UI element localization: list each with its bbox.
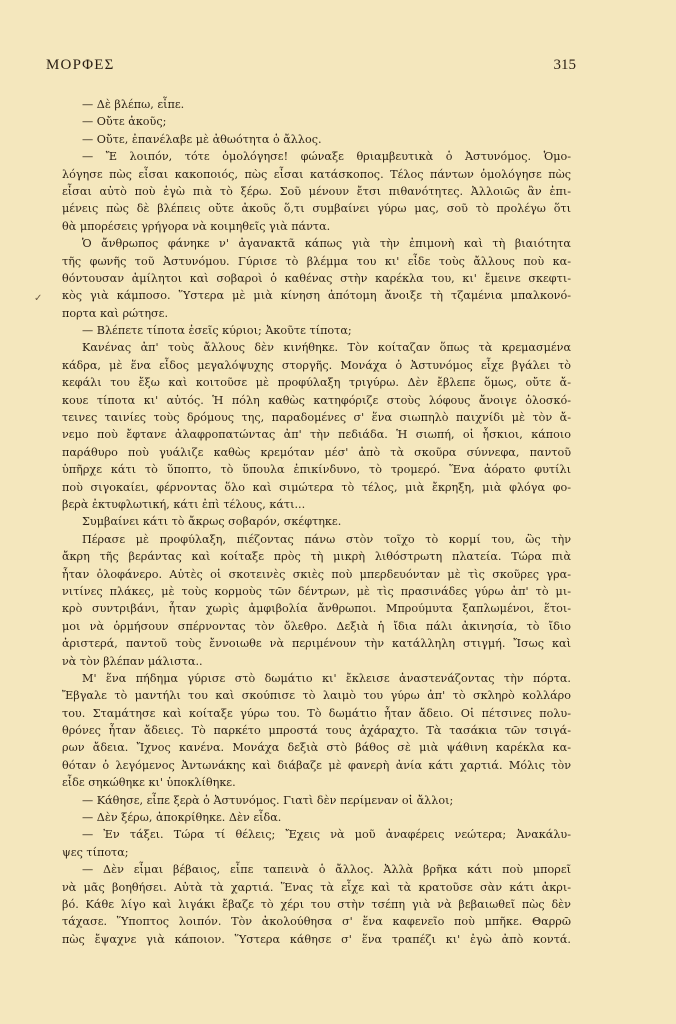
text-line: μένεις πὼς δὲ βλέπεις οὔτε ἀκοῦς ὅ,τι συμβαίνει γύρω μας, σοῦ τὸ προλέγω ὅτι: [62, 202, 571, 216]
text-line: εἶσαι αὐτὸ ποὺ ἐγὼ πιὰ τὸ ξέρω. Σοῦ μένουν ἔτσι πιθανότητες. Ἀλλοιῶς ἂν ἐπι-: [62, 184, 571, 198]
text-line: κουε τίποτα κι' αὐτός. Ἡ πόλη καθὼς κατηφόριζε στοὺς λόφους ἄνοιγε ὁλοσκό-: [62, 393, 571, 407]
text-line: ὑπῆρχε κάτι τὸ ὕποπτο, τὸ ὕπουλα ἐπικίνδυνο, τὸ τρομερό. Ἕνα ἀόρατο φυτίλι: [62, 463, 571, 477]
text-line: ψες τίποτα;: [62, 845, 129, 859]
text-line: νεμο ποὺ ἔφτανε ἀλαφροπατώντας ἀπ' τὴν πεδιάδα. Ἡ σιωπή, οἱ ἦσκιοι, κάποιο: [62, 428, 571, 442]
text-line: παράθυρο ποὺ γυάλιζε καθὼς κρεμόταν μέσ' ἀπὸ τὰ σκοῦρα σύννεφα, παντοῦ: [62, 445, 571, 459]
text-line: — Δὲν ξέρω, ἀποκρίθηκε. Δὲν εἶδα.: [82, 811, 282, 825]
text-line: λόγησε πὼς εἶσαι κακοποιός, πὼς εἶσαι κατάσκοπος. Τέλος πάντων ὁμολόγησε πὼς: [62, 167, 571, 181]
text-line: Ὁ ἄνθρωπος φάνηκε ν' ἀγανακτᾶ κάπως γιὰ τὴν ἐπιμονὴ καὶ τὴ βιαιότητα: [82, 237, 571, 251]
text-line: — Δὲ βλέπω, εἶπε.: [82, 98, 185, 111]
text-line: κάδρα, μὲ ἕνα εἶδος μεγαλόψυχης στοργῆς. Μονάχα ὁ Ἀστυνόμος εἶχε βγάλει τὸ: [62, 358, 571, 372]
text-line: — Κάθησε, εἶπε ξερὰ ὁ Ἀστυνόμος. Γιατὶ δὲν περίμεναν οἱ ἄλλοι;: [82, 793, 454, 807]
margin-mark: ✓: [34, 293, 43, 304]
text-line: θρόνες ἦταν ἄδειες. Τὸ παρκέτο μπροστά τους ἀχάραχτο. Τὰ τασάκια τῶν τσιγά-: [62, 724, 571, 738]
text-line: μοι νὰ ὁρμήσουν σπέρνοντας τὸν ὄλεθρο. Δεξιὰ ἡ ἴδια πάλι ἀκινησία, τὸ ἴδιο: [62, 619, 571, 633]
text-line: νὰ τὸν βλέπαν μάλιστα..: [62, 654, 203, 668]
text-line: βό. Κάθε λίγο καὶ λιγάκι ἔβαζε τὸ χέρι του στὴν τσέπη γιὰ νὰ βεβαιωθεῖ πὼς δὲν: [62, 897, 571, 911]
text-line: Συμβαίνει κάτι τὸ ἄκρως σοβαρόν, σκέφτηκε.: [82, 515, 342, 529]
text-line: ἦταν ὁλοφάνερο. Αὐτὲς οἱ σκοτεινὲς σκιὲς ποὺ μπερδευόνταν μὲ τὶς σκοῦρες γρα-: [62, 567, 571, 581]
text-line: — Οὔτε ἀκοῦς;: [82, 115, 167, 129]
text-line: — Ἐν τάξει. Τώρα τί θέλεις; Ἔχεις νὰ μοῦ ἀναφέρεις νεώτερα; Ἀνακάλυ-: [82, 828, 571, 842]
text-line: πορτα καὶ ρώτησε.: [62, 306, 169, 320]
body-text: [62, 96, 571, 948]
text-line: Πέρασε μὲ προφύλαξη, πιέζοντας πάνω στὸν τοῖχο τὸ κορμί του, ὣς τὴν: [82, 532, 571, 546]
running-title: ΜΟΡΦΕΣ: [46, 57, 115, 73]
text-line: κὸς γιὰ κάμποσο. Ὕστερα μὲ μιὰ κίνηση ἀπότομη ἄνοιξε τὴ τζαμένια μπαλκονό-: [62, 289, 571, 303]
text-line: κεφάλι του ἔξω καὶ κοιτοῦσε μὲ προφύλαξη τριγύρω. Δὲν ἔβλεπε ὅμως, οὔτε ἄ-: [62, 376, 571, 390]
text-line: — Ἔ λοιπόν, τότε ὁμολόγησε! φώναξε θριαμβευτικὰ ὁ Ἀστυνόμος. Ὁμο-: [82, 150, 571, 164]
running-head: [46, 57, 576, 77]
text-line: θὰ μπορέσεις γρήγορα νὰ κοιμηθεῖς γιὰ πάντα.: [62, 219, 331, 233]
text-line: του. Σταμάτησε καὶ κοίταξε γύρω του. Τὸ δωμάτιο ἦταν ἄδειο. Οἱ πέτσινες πολυ-: [62, 706, 571, 720]
text-line: — Βλέπετε τίποτα ἐσεῖς κύριοι; Ἀκοῦτε τίποτα;: [82, 324, 352, 338]
text-line: πὼς ἔψαχνε γιὰ κάποιον. Ὕστερα κάθησε σ' ἕνα τραπέζι κι' ἐγὼ ἀπὸ κοντά.: [62, 932, 571, 946]
text-line: ρων ἄδεια. Ἴχνος κανένα. Μονάχα δεξιὰ στὸ βάθος σὲ μιὰ ψάθινη καρέκλα κα-: [62, 741, 571, 755]
text-line: ἀριστερά, παντοῦ τοὺς ἔννοιωθε νὰ περιμένουν τὴν κατάλληλη στιγμή. Ἴσως καὶ: [62, 637, 571, 651]
text-line: — Οὔτε, ἐπανέλαβε μὲ ἀθωότητα ὁ ἄλλος.: [82, 132, 322, 146]
text-line: νὰ μᾶς βοηθήσει. Αὐτὰ τὰ χαρτιά. Ἕνας τὰ εἶχε καὶ τὰ κρατοῦσε σὰν κάτι ἀκρι-: [62, 880, 571, 894]
text-line: βερὰ ἐκτυφλωτική, κάτι ἐπὶ τέλους, κάτι...: [62, 497, 306, 511]
text-line: νιτίνες πλάκες, μὲ τοὺς κορμοὺς τῶν δέντρων, μὲ τὶς πρασινάδες γύρω ἀπ' τὸ μι-: [62, 584, 571, 598]
text-line: — Δὲν εἶμαι βέβαιος, εἶπε ταπεινὰ ὁ ἄλλος. Ἀλλὰ βρῆκα κάτι ποὺ μπορεῖ: [82, 863, 571, 877]
text-line: θόντουσαν ἀμίλητοι καὶ σοβαροὶ ὁ καθένας στὴν καρέκλα του, κι' ἔμεινε σκεφτι-: [62, 271, 571, 285]
text-line: Μ' ἕνα πήδημα γύρισε στὸ δωμάτιο κι' ἔκλεισε ἀναστενάζοντας τὴν πόρτα.: [82, 671, 571, 685]
text-line: θόταν ὁ λεγόμενος Ἀντωνάκης καὶ διάβαζε μὲ φανερὴ ἀνία κάτι χαρτιά. Μόλις τὸν: [62, 758, 571, 772]
text-line: ἄκρη τῆς βεράντας καὶ κοίταξε πρὸς τὴ μικρὴ λιθόστρωτη πλατεία. Τώρα πιὰ: [62, 550, 571, 564]
text-line: τεινες ταινίες τοὺς δρόμους της, παραδομένες σ' ἕνα σιωπηλὸ παιχνίδι μὲ τὸν ἄ-: [62, 411, 571, 425]
text-line: τάχασε. Ὕποπτος λοιπόν. Τὸν ἀκολούθησα σ' ἕνα καφενεῖο ποὺ μπῆκε. Θαρρῶ: [62, 915, 571, 929]
page-number: 315: [553, 57, 576, 73]
text-line: Κανένας ἀπ' τοὺς ἄλλους δὲν κινήθηκε. Τὸν κοίταζαν ὅπως τὰ κρεμασμένα: [82, 341, 571, 355]
text-line: Ἔβγαλε τὸ μαντήλι του καὶ σκούπισε τὸ λαιμὸ του γύρω ἀπ' τὸ σκληρὸ κολλάρο: [62, 689, 571, 703]
text-line: τῆς φωνῆς τοῦ Ἀστυνόμου. Γύρισε τὸ βλέμμα του κι' εἶδε τοὺς ἄλλους ποὺ κα-: [62, 254, 571, 268]
text-line: εἶδε σηκώθηκε κι' ὑποκλίθηκε.: [62, 776, 236, 790]
text-line: κρὸ συντριβάνι, ἦταν χωρὶς ἀμφιβολία ἄνθρωποι. Μπρούμυτα ξαπλωμένοι, ἕτοι-: [62, 602, 571, 616]
text-line: ποὺ σιγοκαίει, φέρνοντας ὅλο καὶ σιμώτερα τὸ τέλος, μιὰ ἔκρηξη, μιὰ φλόγα φο-: [62, 480, 571, 494]
